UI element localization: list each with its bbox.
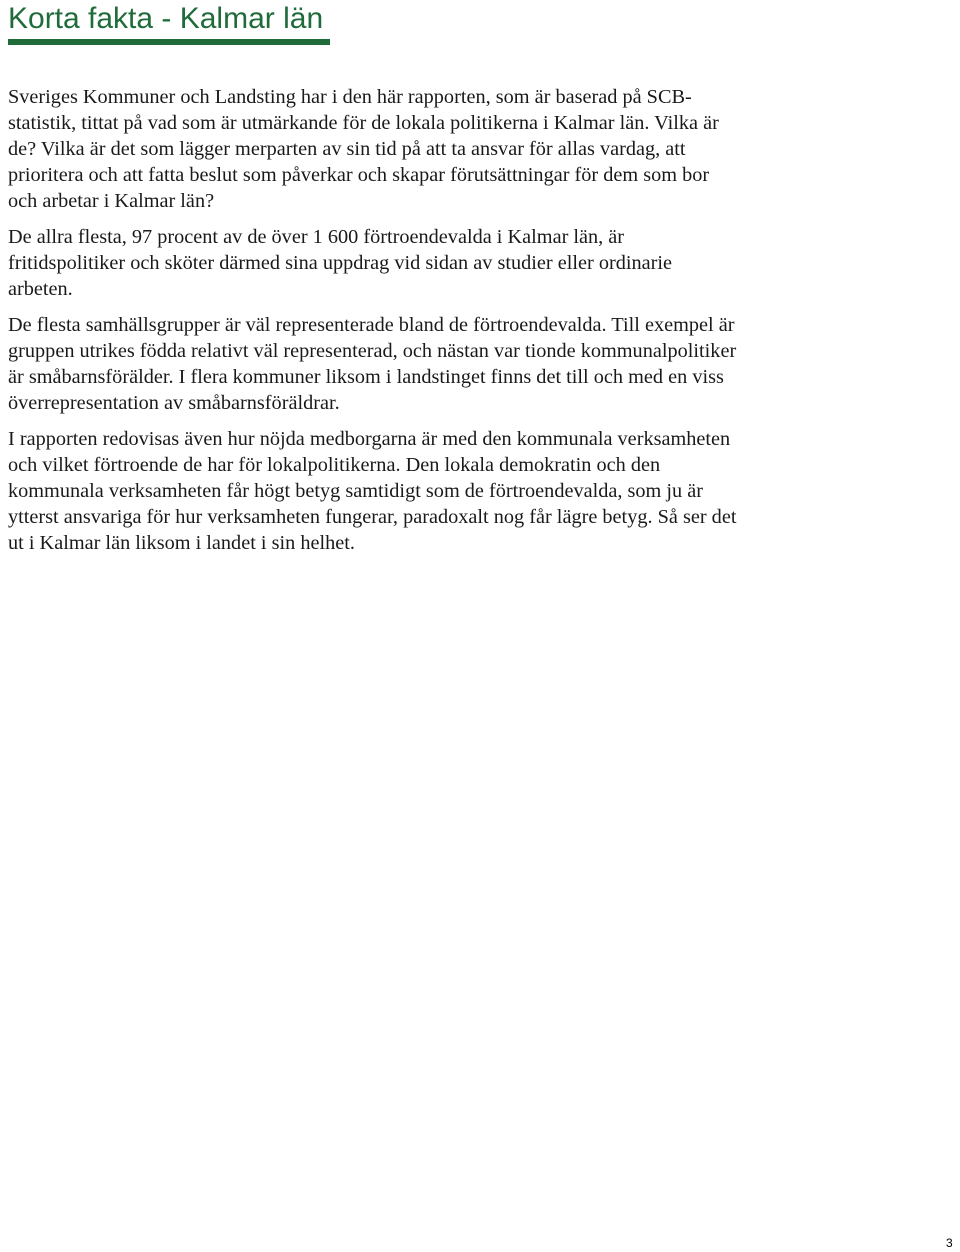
- body-text: [8, 84, 740, 566]
- page-title: Korta fakta - Kalmar län: [8, 2, 324, 35]
- page-number: 3: [946, 1236, 953, 1250]
- paragraph-nojdhet: I rapporten redovisas även hur nöjda medborgarna är med den kommunala verksamheten och vilket förtroende de har för lokalpolitikerna. Den lokala demokratin och den kommunala verksamheten får högt betyg samtidigt som de förtroendevalda, som ju är ytterst ansvariga för hur verksamheten fungerar, paradoxalt nog får lägre betyg. Så ser det ut i Kalmar län liksom i landet i sin helhet.: [8, 428, 737, 554]
- paragraph-intro: Sveriges Kommuner och Landsting har i den här rapporten, som är baserad på SCB-statistik, tittat på vad som är utmärkande för de lokala politikerna i Kalmar län. Vilka är de? Vilka är det som lägger merparten av sin tid på att ta ansvar för allas vardag, att prioritera och att fatta beslut som påverkar och skapar förutsättningar för dem som bor och arbetar i Kalmar län?: [8, 86, 719, 212]
- title-underline: [8, 39, 330, 45]
- paragraph-representation: De flesta samhällsgrupper är väl representerade bland de förtroendevalda. Till exempel är gruppen utrikes födda relativt väl representerad, och nästan var tionde kommunalpolitiker är småbarnsförälder. I flera kommuner liksom i landstinget finns det till och med en viss överrepresentation av småbarnsföräldrar.: [8, 314, 737, 414]
- paragraph-fritidspolitiker: De allra flesta, 97 procent av de över 1 600 förtroendevalda i Kalmar län, är fritidspolitiker och sköter därmed sina uppdrag vid sidan av studier eller ordinarie arbeten.: [8, 226, 673, 300]
